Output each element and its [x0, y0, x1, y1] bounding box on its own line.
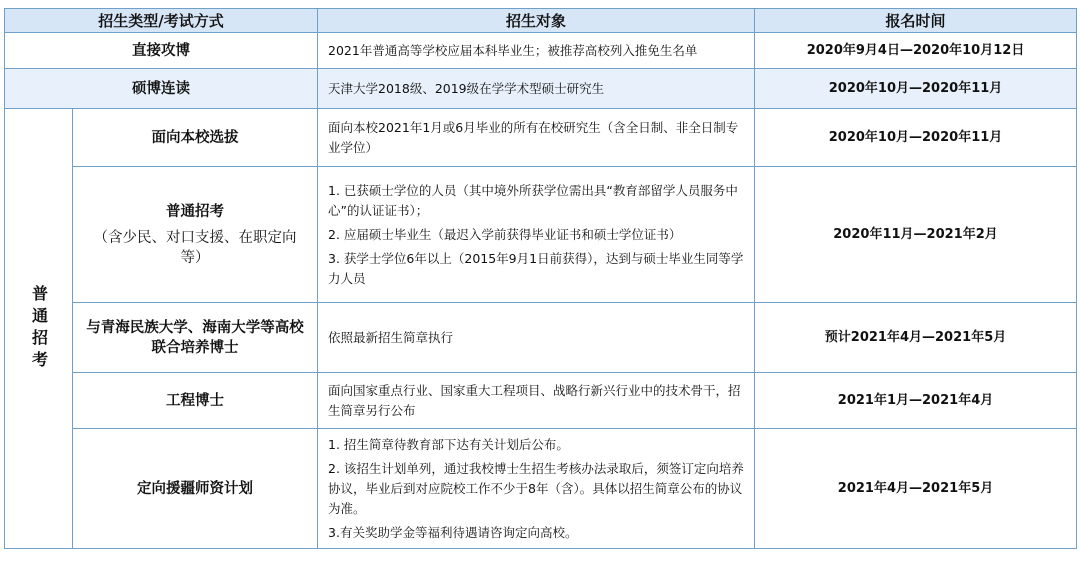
target-border-3: 3.有关奖助学金等福利待遇请咨询定向高校。	[328, 524, 578, 540]
target-continuous: 天津大学2018级、2019级在学学术型硕士研究生	[318, 69, 755, 109]
time-school: 2020年10月—2020年11月	[755, 109, 1077, 167]
type-school: 面向本校选拔	[73, 109, 318, 167]
table-row-border	[5, 429, 1077, 549]
table-row-school	[5, 109, 1077, 167]
target-engineering: 面向国家重点行业、国家重大工程项目、战略行新兴行业中的技术骨干，招生简章另行公布	[318, 373, 755, 429]
time-border: 2021年4月—2021年5月	[755, 429, 1077, 549]
target-school: 面向本校2021年1月或6月毕业的所有在校研究生（含全日制、非全日制专业学位）	[318, 109, 755, 167]
target-border	[318, 429, 755, 549]
type-regular-line1: 普通招考	[166, 203, 224, 220]
table-row-direct	[5, 33, 1077, 69]
group-label-cell	[5, 109, 73, 549]
header-time: 报名时间	[755, 9, 1077, 33]
group-label: 普通招考	[29, 284, 49, 373]
time-joint: 预计2021年4月—2021年5月	[755, 303, 1077, 373]
type-border: 定向援疆师资计划	[73, 429, 318, 549]
target-border-1: 1. 招生简章待教育部下达有关计划后公布。	[328, 436, 569, 452]
admission-table	[4, 8, 1077, 549]
time-direct: 2020年9月4日—2020年10月12日	[755, 33, 1077, 69]
target-border-2: 2. 该招生计划单列，通过我校博士生招生考核办法录取后，须签订定向培养协议，毕业后到对应院校工作不少于8年（含）。具体以招生简章公布的协议为准。	[328, 460, 744, 516]
table-header-row	[5, 9, 1077, 33]
table-row-continuous	[5, 69, 1077, 109]
time-regular: 2020年11月—2021年2月	[755, 167, 1077, 303]
target-regular-3: 3. 获学士学位6年以上（2015年9月1日前获得），达到与硕士毕业生同等学力人员	[328, 250, 744, 286]
header-type: 招生类型/考试方式	[5, 9, 318, 33]
type-direct: 直接攻博	[5, 33, 318, 69]
time-continuous: 2020年10月—2020年11月	[755, 69, 1077, 109]
target-joint: 依照最新招生简章执行	[318, 303, 755, 373]
target-regular-1: 1. 已获硕士学位的人员（其中境外所获学位需出具“教育部留学人员服务中心”的认证证书）；	[328, 182, 738, 218]
table-row-engineering	[5, 373, 1077, 429]
table-row-joint	[5, 303, 1077, 373]
type-joint: 与青海民族大学、海南大学等高校联合培养博士	[73, 303, 318, 373]
target-regular-2: 2. 应届硕士毕业生（最迟入学前获得毕业证书和硕士学位证书）	[328, 226, 682, 242]
header-target: 招生对象	[318, 9, 755, 33]
type-engineering: 工程博士	[73, 373, 318, 429]
target-direct: 2021年普通高等学校应届本科毕业生；被推荐高校列入推免生名单	[318, 33, 755, 69]
type-regular	[73, 167, 318, 303]
type-continuous: 硕博连读	[5, 69, 318, 109]
table-row-regular	[5, 167, 1077, 303]
target-regular	[318, 167, 755, 303]
time-engineering: 2021年1月—2021年4月	[755, 373, 1077, 429]
type-regular-line2: （含少民、对口支援、在职定向等）	[93, 229, 297, 266]
